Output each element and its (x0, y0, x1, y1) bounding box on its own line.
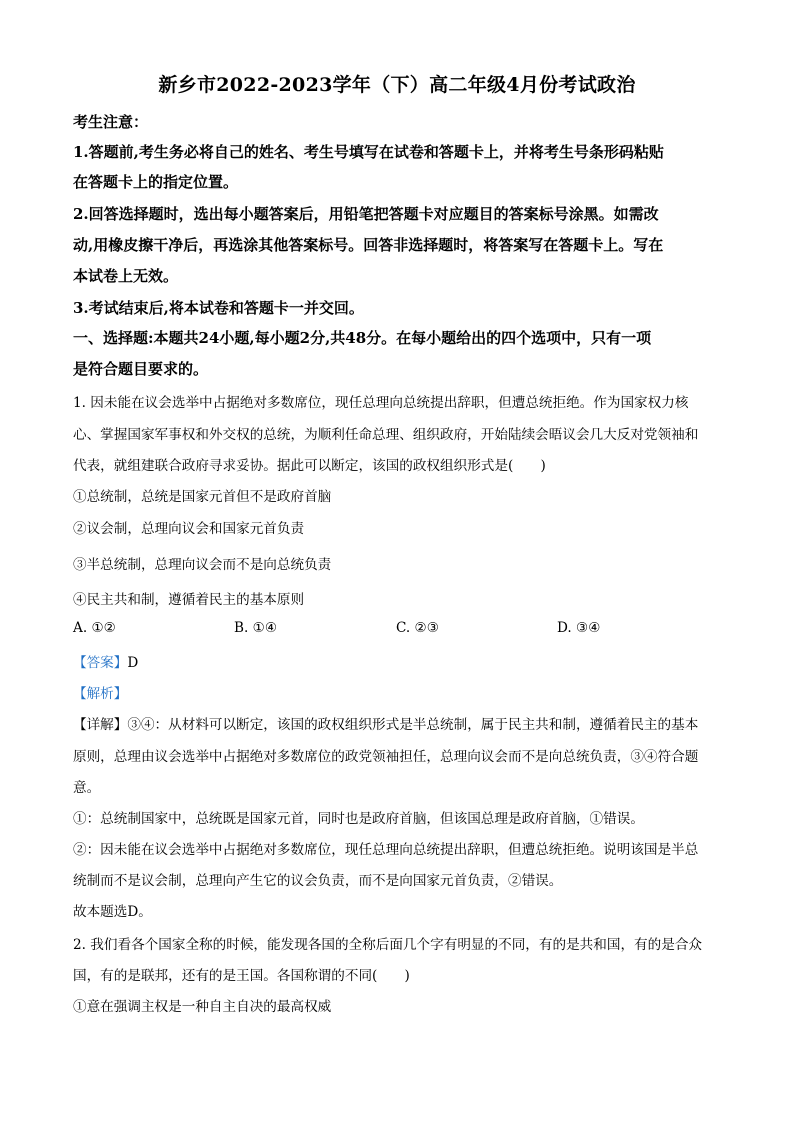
question-2-statement: ①意在强调主权是一种自主自决的最高权威 (73, 999, 332, 1015)
detail-text: ③④：从材料可以断定，该国的政权组织形式是半总统制，属于民主共和制，遵循着民主的基本 (127, 717, 699, 733)
notice-line: 2.回答选择题时，选出每小题答案后，用铅笔把答题卡对应题目的答案标号涂黑。如需改 (73, 205, 659, 223)
question-1-option-b: B. ①④ (234, 620, 278, 636)
detail-line (73, 713, 698, 733)
notice-line: 3.考试结束后,将本试卷和答题卡一并交回。 (73, 299, 364, 317)
question-1-statement: ①总统制，总统是国家元首但不是政府首脑 (73, 489, 332, 505)
section-heading: 一、选择题:本题共24小题,每小题2分,共48分。在每小题给出的四个选项中，只有一项 (73, 329, 652, 347)
question-2-stem: 国，有的是联邦，还有的是王国。各国称谓的不同( ) (73, 968, 410, 984)
detail-line: ①：总统制国家中，总统既是国家元首，同时也是政府首脑，但该国总理是政府首脑，①错误。 (73, 811, 644, 827)
detail-line: 故本题选D。 (73, 904, 152, 920)
question-1-stem: 心、掌握国家军事权和外交权的总统，为顺利任命总理、组织政府，开始陆续会晤议会几大反对党领袖和 (73, 427, 699, 443)
question-1-statement: ②议会制，总理向议会和国家元首负责 (73, 521, 305, 537)
question-2-stem: 2. 我们看各个国家全称的时候，能发现各国的全称后面几个字有明显的不同，有的是共和国，有的是合众 (73, 937, 703, 953)
section-heading: 是符合题目要求的。 (73, 360, 209, 378)
question-1-stem: 代表，就组建联合政府寻求妥协。据此可以断定，该国的政权组织形式是( ) (73, 458, 546, 474)
notice-line: 在答题卡上的指定位置。 (73, 173, 239, 191)
detail-tag: 【详解】 (73, 717, 128, 733)
detail-line: 统制而不是议会制，总理向产生它的议会负责，而不是向国家元首负责，②错误。 (73, 873, 563, 889)
answer-value: D (127, 655, 139, 671)
question-1-stem: 1. 因未能在议会选举中占据绝对多数席位，现任总理向总统提出辞职，但遭总统拒绝。作为国家权力核 (73, 395, 689, 411)
question-1-option-a: A. ①② (73, 620, 116, 636)
notice-heading: 考生注意： (73, 113, 149, 131)
detail-line: ②：因未能在议会选举中占据绝对多数席位，现任总理向总统提出辞职，但遭总统拒绝。说明该国是半总 (73, 842, 699, 858)
answer-tag: 【答案】 (73, 655, 128, 671)
notice-line: 动,用橡皮擦干净后，再选涂其他答案标号。回答非选择题时，将答案写在答题卡上。写在 (73, 236, 664, 254)
question-1-statement: ④民主共和制，遵循着民主的基本原则 (73, 592, 305, 608)
question-1-statement: ③半总统制，总理向议会而不是向总统负责 (73, 557, 332, 573)
question-1-option-c: C. ②③ (396, 620, 439, 636)
detail-line: 原则，总理由议会选举中占据绝对多数席位的政党领袖担任，总理向议会而不是向总统负责，③④符合题 (73, 749, 699, 765)
analysis-tag: 【解析】 (73, 686, 128, 702)
detail-line: 意。 (73, 780, 101, 796)
answer-line (73, 651, 138, 671)
notice-line: 本试卷上无效。 (73, 267, 179, 285)
question-1-option-d: D. ③④ (557, 620, 601, 636)
notice-line: 1.答题前,考生务必将自己的姓名、考生号填写在试卷和答题卡上，并将考生号条形码粘贴 (73, 143, 664, 161)
page-title: 新乡市2022-2023学年（下）高二年级4月份考试政治 (158, 74, 636, 96)
